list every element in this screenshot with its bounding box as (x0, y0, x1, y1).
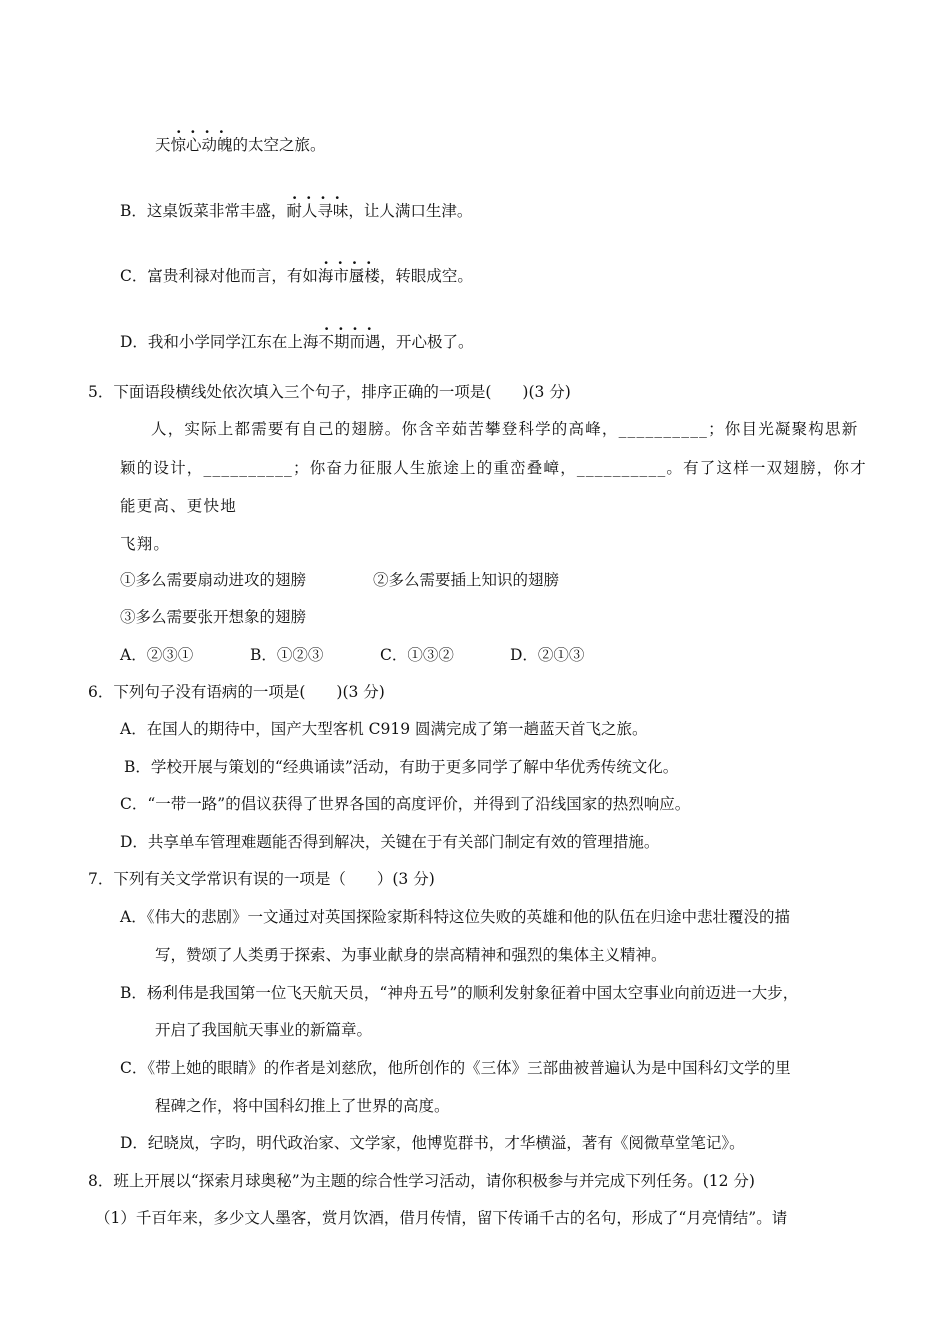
emphasis-dots: · · · · 不期而遇 (318, 331, 380, 353)
q4-option-b: B．这桌饭菜非常丰盛，· · · · 耐人寻味，让人满口生津。 (120, 200, 472, 222)
q4-option-d: D．我和小学同学江东在上海· · · · 不期而遇，开心极了。 (120, 331, 473, 353)
q7-stem: 7．下列有关文学常识有误的一项是（ ）(3 分) (88, 870, 435, 888)
q7-option-c-line-2: 程碑之作，将中国科幻推上了世界的高度。 (155, 1097, 450, 1115)
q5-passage-line-3: 能更高、更快地 (120, 497, 237, 515)
q7-option-a-line-1: A．《伟大的悲剧》一文通过对英国探险家斯科特这位失败的英雄和他的队伍在归途中悲壮覆没的描 (120, 908, 790, 926)
q5-sentence-1: ①多么需要扇动进攻的翅膀 (120, 571, 307, 589)
q5-option-a: A．②③① (120, 646, 194, 664)
q5-option-b: B．①②③ (250, 646, 324, 664)
q6-stem: 6．下列句子没有语病的一项是( )(3 分) (88, 683, 385, 701)
q7-option-c-line-1: C．《带上她的眼睛》的作者是刘慈欣，他所创作的《三体》三部曲被普遍认为是中国科幻文学的里 (120, 1059, 791, 1077)
q4-a-continuation: 天· · · · 惊心动魄的太空之旅。 (155, 134, 326, 156)
q6-option-a: A．在国人的期待中，国产大型客机 C919 圆满完成了第一趟蓝天首飞之旅。 (120, 720, 648, 738)
q5-options (120, 644, 584, 666)
q8-stem: 8．班上开展以“探索月球奥秘”为主题的综合性学习活动，请你积极参与并完成下列任务。(12 分) (88, 1172, 755, 1190)
emphasis-dots: · · · · 海市蜃楼 (318, 265, 380, 287)
q5-passage-line-1: 人，实际上都需要有自己的翅膀。你含辛茹苦攀登科学的高峰，__________；你目光凝聚构思新 (151, 420, 859, 438)
q4-option-c: C．富贵利禄对他而言，有如· · · · 海市蜃楼，转眼成空。 (120, 265, 473, 287)
q7-option-d: D．纪晓岚，字昀，明代政治家、文学家，他博览群书，才华横溢，著有《阅微草堂笔记》。 (120, 1134, 745, 1152)
q6-option-c: C．“一带一路”的倡议获得了世界各国的高度评价，并得到了沿线国家的热烈响应。 (120, 795, 691, 813)
emphasis-dots: · · · · 耐人寻味 (286, 200, 348, 222)
q5-passage-line-2: 颖的设计，__________；你奋力征服人生旅途上的重峦叠嶂，__________。有了这样一双翅膀，你才 (120, 459, 867, 477)
q5-option-c: C．①③② (380, 646, 454, 664)
q5-option-d: D．②①③ (510, 646, 585, 664)
q7-option-a-line-2: 写，赞颂了人类勇于探索、为事业献身的崇高精神和强烈的集体主义精神。 (155, 946, 667, 964)
q7-option-b-line-2: 开启了我国航天事业的新篇章。 (155, 1021, 373, 1039)
q5-passage-line-4: 飞翔。 (120, 535, 171, 553)
q5-sentence-3: ③多么需要张开想象的翅膀 (120, 608, 307, 626)
emphasis-dots: · · · · 惊心动魄 (171, 134, 233, 156)
q5-stem: 5．下面语段横线处依次填入三个句子，排序正确的一项是( )(3 分) (88, 383, 571, 401)
q5-sentence-2: ②多么需要插上知识的翅膀 (373, 571, 560, 589)
q7-option-b-line-1: B．杨利伟是我国第一位飞天航天员，“神舟五号”的顺利发射象征着中国太空事业向前迈进一大步， (120, 984, 799, 1002)
q8-part-1: （1）千百年来，多少文人墨客，赏月饮酒，借月传情，留下传诵千古的名句，形成了“月亮情结”。请 (95, 1209, 788, 1227)
q6-option-d: D．共享单车管理难题能否得到解决，关键在于有关部门制定有效的管理措施。 (120, 833, 660, 851)
q6-option-b: B．学校开展与策划的“经典诵读”活动，有助于更多同学了解中华优秀传统文化。 (124, 758, 679, 776)
